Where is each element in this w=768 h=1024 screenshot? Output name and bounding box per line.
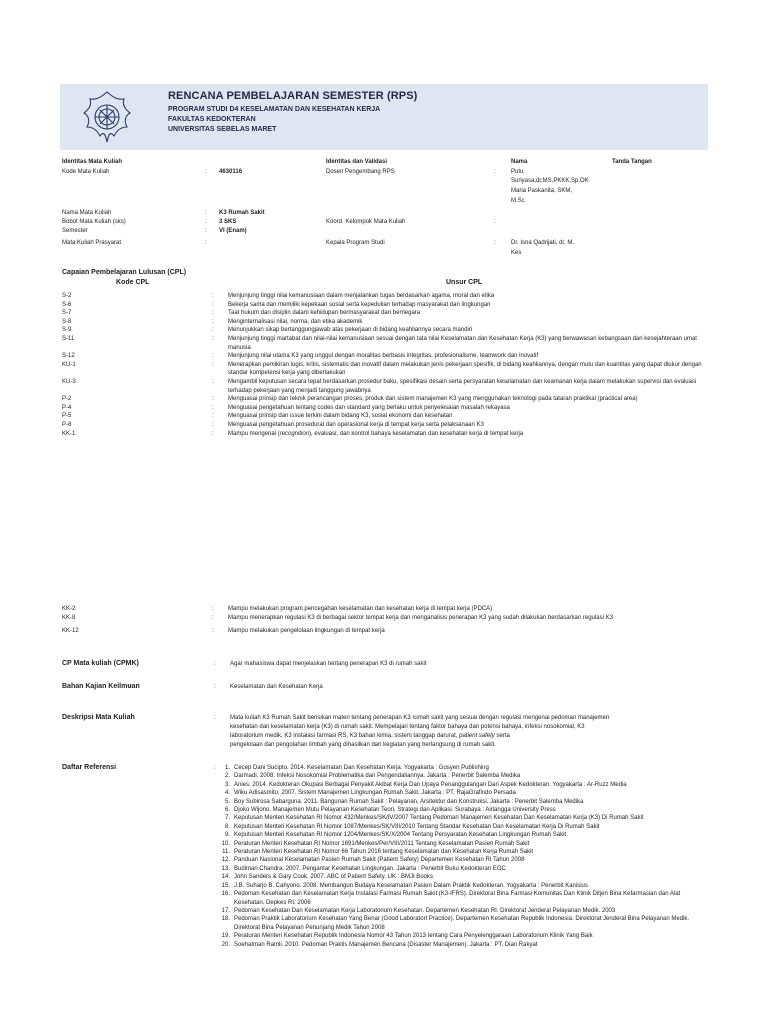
colon: : xyxy=(214,684,216,690)
reference-number: 3. xyxy=(224,781,230,788)
cpl-row xyxy=(62,352,708,361)
name-heading: Nama xyxy=(511,159,528,165)
colon: : xyxy=(205,169,207,175)
university-line: UNIVERSITAS SEBELAS MARET xyxy=(168,126,277,133)
cpl-code: S-7 xyxy=(62,310,72,317)
reference-text: Pedoman Kesehatan Dan Keselamatan Kerja Laboratorium Kesehatan. Departemen Kesehatan RI. Direktorat Jenderal Pelayanan Medik. 2003 xyxy=(234,907,616,914)
deskripsi-italic: patient safety xyxy=(459,733,495,739)
colon: : xyxy=(212,378,214,385)
reference-item xyxy=(216,941,706,949)
cpl-code: S-8 xyxy=(62,318,72,325)
cpl-row xyxy=(62,318,708,327)
cpl-desc: Menguasai pengetahuan tentang codes dan standard yang berlaku untuk penyelesaian masalah rekayasa xyxy=(228,404,510,411)
cpl-code: KK-1 xyxy=(62,430,76,437)
colon: : xyxy=(212,301,214,308)
semester-value: VI (Enam) xyxy=(219,228,247,234)
cpl-code: KK-8 xyxy=(62,614,76,621)
reference-number: 2. xyxy=(224,773,230,780)
reference-number: 5. xyxy=(224,798,230,805)
cpl-desc: Menginternalisasi nilai, norma, dan etika akademik xyxy=(228,318,363,325)
colon: : xyxy=(212,430,214,437)
semester-label: Semester xyxy=(62,228,88,234)
cpl-desc: Mampu melakukan pengelolaan lingkungan di tempat kerja xyxy=(228,628,385,635)
cpl-heading: Capaian Pembelajaran Lulusan (CPL) xyxy=(62,269,187,276)
reference-text: Pedoman Praktik Laboratorium Kesehatan Yang Benar (Good Laboratort Practice). Departemen Kesehatan Republik Indonesia. Direktorat Jenderal Bina Pelayanan Medik. Direktorat Bina Pelayanan Penunjang Medik Tahun 2008 xyxy=(234,916,690,931)
reference-item xyxy=(216,882,706,890)
cpl-row xyxy=(62,326,708,335)
cpl-desc-italic: recognition xyxy=(279,430,310,437)
reference-text: Keputusan Menteri Kesehatan RI Nomor 1204/Menkes/SK/X/2004 Tentang Persyaratan Kesehatan Lingkungan Rumah Sakit xyxy=(234,832,567,839)
reference-text: Boy Subirosa Sabarguna. 2011. Bangunan Rumah Sakit : Pelayanan, Arsitektur dan Konstruksi. Jakarta : Penerbit Salemba Medika xyxy=(234,798,584,805)
dosen-value: Maria Paskanita, SKM, xyxy=(511,188,573,194)
cpl-unsur-column: Unsur CPL xyxy=(446,279,483,286)
colon: : xyxy=(205,210,207,216)
reference-number: 16. xyxy=(221,891,230,898)
reference-item xyxy=(216,907,706,915)
cpl-row xyxy=(62,378,708,395)
cpl-desc: Taat hukum dan disiplin dalam kehidupan bermasyarakat dan bernegara xyxy=(228,310,421,317)
cpl-code: KK-2 xyxy=(62,606,76,612)
reference-item xyxy=(216,823,706,831)
colon: : xyxy=(494,240,496,246)
colon: : xyxy=(212,614,214,621)
colon: : xyxy=(212,353,214,360)
cpmk-value: Agar mahasiswa dapat menjelaskan tentang penerapan K3 di rumah sakit xyxy=(230,661,427,667)
reference-item xyxy=(216,789,706,797)
reference-item xyxy=(216,865,706,873)
reference-text: Peraturan Menteri Kesehatan RI Nomor 66 Tahun 2016 tentang Keselamatan dan Kesehatan Kerja Rumah Sakit xyxy=(234,849,534,856)
cpl-code-column: Kode CPL xyxy=(116,279,150,286)
reference-text: Panduan Nasional Keselamatan Pasien Rumah Sakit (Patient Safety) Departemen Kesehatan RI Tahun 2008 xyxy=(234,857,525,864)
colon: : xyxy=(212,293,214,299)
reference-item xyxy=(216,873,706,881)
reference-item xyxy=(216,856,706,864)
cpl-desc-part: ), evaluasi, dan kontrol bahaya keselamatan dan kesehatan kerja di tempat kerja xyxy=(309,430,524,437)
deskripsi-label: Deskripsi Mata Kuliah xyxy=(62,714,135,721)
cpl-row xyxy=(62,412,708,421)
cpl-row xyxy=(62,605,708,614)
cpl-row xyxy=(62,404,708,413)
reference-text: Keputusan Menteri Kesehatan RI Nomor 432/Menkes/SK/IV/2007 Tentang Pedoman Manajemen Kesehatan Dan Keselamatan Kerja (K3) Di Rumah Sakit xyxy=(234,815,644,822)
dosen-value: Putu xyxy=(511,169,524,175)
cpl-code: KU-1 xyxy=(62,361,76,368)
cpl-code: S-9 xyxy=(62,327,72,334)
reference-item xyxy=(216,814,706,822)
reference-item xyxy=(216,932,706,940)
cpl-code: KK-12 xyxy=(62,628,79,635)
reference-number: 19. xyxy=(221,933,230,940)
colon: : xyxy=(212,628,214,635)
reference-item xyxy=(216,772,706,780)
reference-number: 20. xyxy=(221,941,230,948)
cpl-row xyxy=(62,430,708,439)
colon: : xyxy=(205,240,207,246)
bobot-value: 3 SKS xyxy=(219,219,237,225)
reference-number: 8. xyxy=(224,823,230,830)
cpl-desc: Menerapkan pemikiran logis, kritis, sistematis dan inovatif dalam melakukan jenis pekerjaan spesifik, di bidang keahliannya, dengan mutu dan kuantitas yang dapat diukur dengan standar kompetensi kerja yang diberlakukan xyxy=(228,361,702,377)
cpmk-label: CP Mata kuliah (CPMK) xyxy=(62,660,139,667)
reference-text: Peraturan Menteri Kesehatan Republik Indonesia Nomor 43 Tahun 2013 tentang Cara Penyelenggaraan Laboratorium Klinik Yang Baik xyxy=(234,933,593,940)
identity-heading: Identitas Mata Kuliah xyxy=(62,159,123,165)
reference-text: Keputusan Menteri Kesehatan RI Nomor 1087/Menkes/SK/VIII/2010 Tentang Standar Kesehatan Dan Keselamatan Kerja Di Rumah Sakit xyxy=(234,823,600,830)
reference-item xyxy=(216,831,706,839)
bobot-label: Bobot Mata Kuliah (sks) xyxy=(62,219,126,225)
colon: : xyxy=(212,396,214,403)
reference-number: 12. xyxy=(221,857,230,864)
deskripsi-line xyxy=(230,732,510,741)
prasyarat-label: Mata Kuliah Prasyarat xyxy=(62,240,122,246)
cpl-row xyxy=(62,361,708,378)
bahan-value: Keselamatan dan Kesehatan Kerja xyxy=(230,684,323,690)
nama-value: K3 Rumah Sakit xyxy=(219,210,265,216)
reference-list xyxy=(216,764,706,949)
colon: : xyxy=(205,228,207,234)
reference-number: 9. xyxy=(224,832,230,839)
colon: : xyxy=(212,421,214,428)
cpl-code: S-11 xyxy=(62,335,75,342)
cpl-desc: Menguasai prinsip dan teknik perancangan proses, produk dan sistem manajemen K3 yang menggunakan teknologi pada tataran praktikal (practical area) xyxy=(228,396,638,403)
reference-text: Wiku Adisasmito. 2007. Sistem Manajemen Lingkungan Rumah Sakit. Jakarta : PT. RajaGrafindo Persada xyxy=(234,790,516,797)
colon: : xyxy=(212,413,214,420)
dosen-value: Suriyasa,dr,MS,PKKK,Sp.OK xyxy=(511,178,589,184)
cpl-desc: Menjunjung tinggi martabat dan nilai-nilai kemanusiaan sesuai dengan tata nilai Keselamatan dan Kesehatan Kerja (K3) yang berwawasan kebangsaan dan kesejahteraan umat manusia xyxy=(228,335,697,351)
cpl-code: P-5 xyxy=(62,413,72,420)
kode-value: 4630116 xyxy=(219,169,243,175)
reference-item xyxy=(216,890,706,907)
referensi-label: Daftar Referensi xyxy=(62,764,117,771)
reference-item xyxy=(216,798,706,806)
cpl-row xyxy=(62,292,708,301)
dosen-value: M.Sc xyxy=(511,198,525,204)
cpl-table-continued xyxy=(62,605,708,636)
kaprodi-value: Dr. Isna Qadrijati, dr, M. xyxy=(511,240,575,246)
colon: : xyxy=(214,661,216,667)
cpl-row xyxy=(62,627,708,636)
cpl-row xyxy=(62,421,708,430)
deskripsi-line: pengelolaan dan pengolahan limbah yang dihasilkan dari kegiatan yang berlangsung di rumah sakit. xyxy=(230,742,496,748)
colon: : xyxy=(494,219,496,225)
deskripsi-part: serta xyxy=(494,733,510,739)
reference-number: 13. xyxy=(221,865,230,872)
reference-text: Cecep Dani Sucipto. 2014. Keselamatan Dan Kesehatan Kerja. Yogyakarta : Gosyen Publishing xyxy=(234,765,489,771)
reference-item xyxy=(216,840,706,848)
dosen-label: Dosen Pengembang RPS xyxy=(326,169,395,175)
reference-text: Soehatman Ramli. 2010. Pedoman Praktis Manajemen Bencana (Disaster Manajemen). Jakarta : PT. Dian Rakyat xyxy=(234,941,538,948)
colon: : xyxy=(214,715,216,721)
colon: : xyxy=(205,219,207,225)
colon: : xyxy=(212,327,214,334)
reference-number: 11. xyxy=(222,849,230,856)
cpl-desc: Mampu melakukan program pencegahan keselamatan dan kesehatan kerja di tempat kerja (PDCA) xyxy=(228,606,493,612)
colon: : xyxy=(212,404,214,411)
reference-text: J.B. Suharjo B. Cahyono. 2008. Membangun Budaya Keselamatan Pasien Dalam Praktik Kedokteran. Yogyakarta : Penerbit Kanisius xyxy=(234,882,588,889)
signature-heading: Tanda Tangan xyxy=(612,159,652,165)
kode-label: Kode Mata Kuliah xyxy=(62,169,110,175)
cpl-desc: Menjunjung tinggi nilai kemanusiaan dalam menjalankan tugas berdasarkan agama, moral dan etika xyxy=(228,293,495,299)
cpl-row xyxy=(62,395,708,404)
reference-number: 18. xyxy=(221,916,230,923)
reference-number: 10. xyxy=(221,840,230,847)
cpl-desc: Menunjukkan sikap bertanggungjawab atas pekerjaan di bidang keahliannya secara mandiri xyxy=(228,327,473,334)
reference-text: Djoko Wijono. Manajemen Mutu Pelayanan Kesehatan Teori, Strategi dan Aplikasi. Surabaya : Airlangga University Press xyxy=(234,807,556,814)
cpl-code: S-2 xyxy=(62,293,72,299)
deskripsi-part: laboratorium medik, K3 instalasi farmasi RS, K3 bahan kimia, sistem tanggap darurat, xyxy=(230,733,460,739)
colon: : xyxy=(214,765,216,771)
reference-number: 17. xyxy=(221,907,230,914)
reference-number: 14. xyxy=(221,874,230,881)
colon: : xyxy=(212,361,214,368)
program-line: PROGRAM STUDI D4 KESELAMATAN DAN KESEHATAN KERJA xyxy=(168,106,381,113)
reference-number: 1. xyxy=(224,765,230,771)
cpl-code: P-4 xyxy=(62,404,72,411)
reference-number: 15. xyxy=(221,882,230,889)
deskripsi-line: kesehatan dan keselamatan kerja (K3) di rumah sakit. Mempelajari tentang faktor bahaya dan potensi bahaya, infeksi nosokomial, K3 xyxy=(230,724,585,730)
colon: : xyxy=(494,169,496,175)
cpl-code: S-12 xyxy=(62,353,75,360)
reference-item xyxy=(216,781,706,789)
reference-item xyxy=(216,848,706,856)
cpl-code: S-6 xyxy=(62,301,72,308)
reference-text: Anies. 2014. Kedokteran Okupasi Berbagai Penyakit Akibat Kerja Dan Upaya Penanggulangan Dari Aspek Kedokteran. Yogyakarta : Ar-Ruzz Media xyxy=(234,781,627,788)
cpl-code: KU-3 xyxy=(62,378,76,385)
reference-text: Darmadi. 2008. Infeksi Nosokomial Problematika dan Pengendaliannya. Jakarta : Penerbit Salemba Medika xyxy=(234,773,521,780)
reference-item xyxy=(216,915,706,932)
cpl-desc: Menjunjung nilai utama K3 yang unggul dengan moralitas berbasis integritas, profesionalisme, teamwork dan inovatif xyxy=(228,353,539,360)
cpl-row xyxy=(62,301,708,310)
deskripsi-line: Mata kuliah K3 Rumah Sakit berisikan materi tentang penerapan K3 rumah sakit yang sesuai dengan regulasi mengenai pedoman manajemen xyxy=(230,715,610,721)
validation-heading: Identitas dan Validasi xyxy=(326,159,388,165)
university-logo-icon xyxy=(76,86,138,148)
cpl-row xyxy=(62,309,708,318)
reference-item xyxy=(216,806,706,814)
colon: : xyxy=(212,335,214,342)
reference-number: 4. xyxy=(224,790,230,797)
cpl-desc: Menguasai pengetahuan prosedural dan operasional kerja di tempat kerja serta pelaksanaan K3 xyxy=(228,421,484,428)
colon: : xyxy=(212,606,214,612)
page-title: RENCANA PEMBELAJARAN SEMESTER (RPS) xyxy=(168,90,418,102)
reference-text: Pedoman Kesehatan dan Keselamatan Kerja Instalasi Farmasi Rumah Sakit (K3-IFRS). Direktorat Bina Farmasi Komunitas Dan Klinik Ditjen Bina Kefarmasian dan Alat Kesehatan. Depkes RI. 2006 xyxy=(234,891,681,906)
cpl-desc-part: Mampu mengenal ( xyxy=(228,430,280,437)
colon: : xyxy=(212,318,214,325)
reference-item xyxy=(216,764,706,772)
cpl-desc: Menguasai prinsip dan issue terkini dalam bidang K3, sosial ekonomi dan kesehatan xyxy=(228,413,453,420)
cpl-code: P-8 xyxy=(62,421,72,428)
nama-label: Nama Mata Kuliah xyxy=(62,210,112,216)
cpl-desc: Mengambil keputusan secara tepat berdasarkan prosedur baku, spesifikasi desain serta persyaratan keselamatan dan keamanan kerja dalam melakukan supervisi dan evaluasi terhadap pekerjaan yang menjadi tanggung jawabnya xyxy=(228,378,697,394)
cpl-code: P-2 xyxy=(62,396,72,403)
bahan-label: Bahan Kajian Keilmuan xyxy=(62,683,140,690)
reference-text: John Sanders & Gary Cook. 2007. ABC of Patient Safety. UK : BMJI Books xyxy=(234,874,433,881)
kaprodi-label: Kepala Program Studi xyxy=(326,240,385,246)
colon: : xyxy=(212,310,214,317)
cpl-table xyxy=(62,292,708,438)
faculty-line: FAKULTAS KEDOKTERAN xyxy=(168,116,256,123)
cpl-desc: Bekerja sama dan memiliki kepekaan sosial serta kepedulian terhadap masyarakat dan lingkungan xyxy=(228,301,491,308)
cpl-row xyxy=(62,614,708,623)
reference-text: Peraturan Menteri Kesehatan RI Nomor 1691/Menkes/Per/VIII/2011 Tentang Keselamatan Pasien Rumah Sakit xyxy=(234,840,530,847)
cpl-desc xyxy=(228,430,708,439)
reference-number: 7. xyxy=(224,815,230,822)
koord-label: Koord. Kelompok Mata Kuliah xyxy=(326,219,406,225)
cpl-desc: Mampu menerapkan regulasi K3 di berbagai sektor tempat kerja dan menganalisis penerapan K3 yang sudah dilakukan berdasarkan regulasi K3 xyxy=(228,614,613,621)
reference-text: Budiman Chandra. 2007. Pengantar Kesehatan Lingkungan. Jakarta : Penerbit Buku Kedokteran EGC xyxy=(234,865,506,872)
reference-number: 6. xyxy=(224,807,230,814)
kaprodi-value: Kes xyxy=(511,250,522,256)
cpl-row xyxy=(62,335,708,352)
